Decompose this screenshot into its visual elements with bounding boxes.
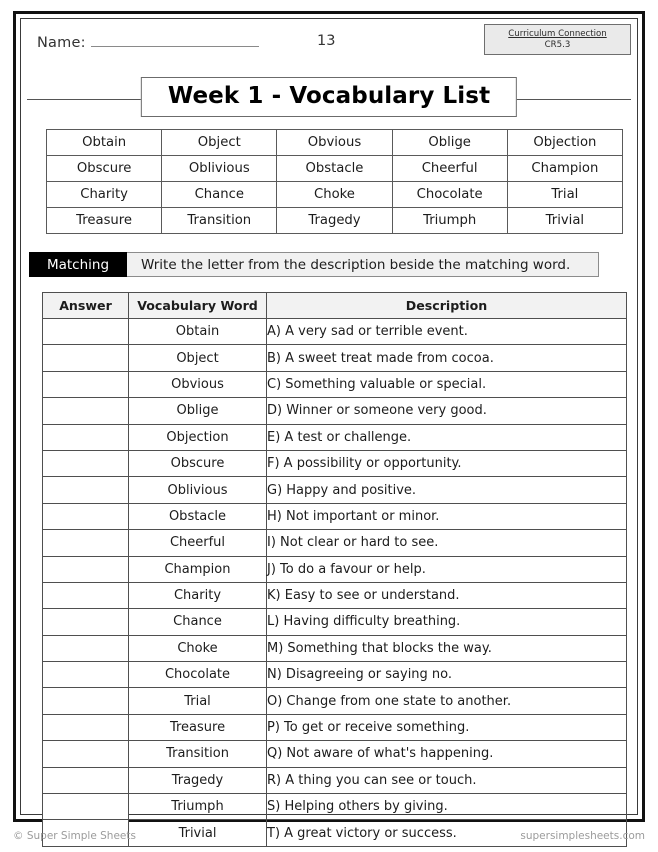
vocabulary-grid-cell: Trivial (507, 208, 622, 234)
vocabulary-word-cell: Oblivious (129, 477, 267, 503)
answer-input-cell[interactable] (43, 450, 129, 476)
description-cell: L) Having difficulty breathing. (267, 609, 627, 635)
vocabulary-word-cell: Trivial (129, 820, 267, 846)
table-row (43, 503, 627, 529)
description-cell: D) Winner or someone very good. (267, 398, 627, 424)
vocabulary-word-cell: Obscure (129, 450, 267, 476)
table-row (43, 319, 627, 345)
vocabulary-grid-row (47, 156, 623, 182)
answer-input-cell[interactable] (43, 345, 129, 371)
vocabulary-grid-cell: Tragedy (277, 208, 392, 234)
description-cell: Q) Not aware of what's happening. (267, 741, 627, 767)
table-row (43, 741, 627, 767)
column-header-vocabulary-word: Vocabulary Word (129, 293, 267, 319)
answer-input-cell[interactable] (43, 371, 129, 397)
vocabulary-grid-cell: Objection (507, 130, 622, 156)
vocabulary-word-cell: Chocolate (129, 662, 267, 688)
description-cell: G) Happy and positive. (267, 477, 627, 503)
vocabulary-grid-cell: Charity (47, 182, 162, 208)
vocabulary-grid-row (47, 182, 623, 208)
answer-input-cell[interactable] (43, 398, 129, 424)
footer-copyright: © Super Simple Sheets (13, 830, 136, 842)
table-row (43, 794, 627, 820)
table-row (43, 635, 627, 661)
description-cell: M) Something that blocks the way. (267, 635, 627, 661)
vocabulary-grid-cell: Choke (277, 182, 392, 208)
table-row (43, 582, 627, 608)
vocabulary-grid-cell: Treasure (47, 208, 162, 234)
vocabulary-grid-cell: Champion (507, 156, 622, 182)
description-cell: K) Easy to see or understand. (267, 582, 627, 608)
vocabulary-word-cell: Choke (129, 635, 267, 661)
table-row (43, 424, 627, 450)
description-cell: I) Not clear or hard to see. (267, 530, 627, 556)
table-row (43, 477, 627, 503)
answer-input-cell[interactable] (43, 582, 129, 608)
answer-input-cell[interactable] (43, 794, 129, 820)
description-cell: E) A test or challenge. (267, 424, 627, 450)
vocabulary-word-cell: Obvious (129, 371, 267, 397)
page-number: 13 (317, 33, 336, 49)
answer-input-cell[interactable] (43, 477, 129, 503)
vocabulary-word-cell: Treasure (129, 714, 267, 740)
vocabulary-word-grid (46, 129, 623, 234)
vocabulary-grid-cell: Cheerful (392, 156, 507, 182)
footer-website: supersimplesheets.com (520, 830, 645, 842)
table-row (43, 371, 627, 397)
table-header-row (43, 293, 627, 319)
description-cell: B) A sweet treat made from cocoa. (267, 345, 627, 371)
vocabulary-word-cell: Chance (129, 609, 267, 635)
matching-section-bar (29, 252, 599, 277)
table-row (43, 345, 627, 371)
vocabulary-grid-cell: Obstacle (277, 156, 392, 182)
vocabulary-word-cell: Transition (129, 741, 267, 767)
worksheet-header (21, 19, 637, 71)
table-row (43, 450, 627, 476)
page-footer (13, 830, 645, 842)
answer-input-cell[interactable] (43, 503, 129, 529)
answer-input-cell[interactable] (43, 662, 129, 688)
description-cell: H) Not important or minor. (267, 503, 627, 529)
description-cell: S) Helping others by giving. (267, 794, 627, 820)
vocabulary-word-cell: Oblige (129, 398, 267, 424)
table-row (43, 688, 627, 714)
vocabulary-word-cell: Tragedy (129, 767, 267, 793)
vocabulary-grid-cell: Oblige (392, 130, 507, 156)
answer-input-cell[interactable] (43, 635, 129, 661)
vocabulary-word-cell: Object (129, 345, 267, 371)
answer-input-cell[interactable] (43, 714, 129, 740)
vocabulary-word-cell: Charity (129, 582, 267, 608)
answer-input-cell[interactable] (43, 609, 129, 635)
vocabulary-grid-cell: Oblivious (162, 156, 277, 182)
answer-input-cell[interactable] (43, 556, 129, 582)
vocabulary-grid-row (47, 130, 623, 156)
matching-table-head (43, 293, 627, 319)
vocabulary-grid-cell: Chocolate (392, 182, 507, 208)
table-row (43, 609, 627, 635)
matching-section-tag: Matching (29, 252, 127, 277)
vocabulary-grid-cell: Trial (507, 182, 622, 208)
table-row (43, 398, 627, 424)
description-cell: F) A possibility or opportunity. (267, 450, 627, 476)
vocabulary-grid-body (47, 130, 623, 234)
vocabulary-word-cell: Obstacle (129, 503, 267, 529)
matching-table (42, 292, 627, 847)
vocabulary-word-cell: Obtain (129, 319, 267, 345)
matching-table-body (43, 319, 627, 847)
page-title: Week 1 - Vocabulary List (141, 77, 517, 117)
answer-input-cell[interactable] (43, 424, 129, 450)
name-label: Name: (37, 35, 86, 51)
column-header-answer: Answer (43, 293, 129, 319)
answer-input-cell[interactable] (43, 767, 129, 793)
answer-input-cell[interactable] (43, 530, 129, 556)
vocabulary-grid-cell: Chance (162, 182, 277, 208)
answer-input-cell[interactable] (43, 688, 129, 714)
vocabulary-grid-cell: Transition (162, 208, 277, 234)
title-band (21, 77, 637, 121)
vocabulary-grid-cell: Triumph (392, 208, 507, 234)
vocabulary-grid-cell: Obvious (277, 130, 392, 156)
answer-input-cell[interactable] (43, 319, 129, 345)
table-row (43, 662, 627, 688)
column-header-description: Description (267, 293, 627, 319)
vocabulary-word-cell: Cheerful (129, 530, 267, 556)
curriculum-connection-title: Curriculum Connection (508, 28, 607, 39)
description-cell: P) To get or receive something. (267, 714, 627, 740)
description-cell: T) A great victory or success. (267, 820, 627, 846)
table-row (43, 714, 627, 740)
table-row (43, 556, 627, 582)
matching-instruction: Write the letter from the description beside the matching word. (127, 252, 599, 277)
description-cell: O) Change from one state to another. (267, 688, 627, 714)
description-cell: C) Something valuable or special. (267, 371, 627, 397)
description-cell: N) Disagreeing or saying no. (267, 662, 627, 688)
curriculum-connection-code: CR5.3 (544, 39, 571, 50)
description-cell: A) A very sad or terrible event. (267, 319, 627, 345)
description-cell: J) To do a favour or help. (267, 556, 627, 582)
vocabulary-grid-cell: Object (162, 130, 277, 156)
vocabulary-word-cell: Objection (129, 424, 267, 450)
table-row (43, 530, 627, 556)
name-field[interactable] (37, 33, 259, 51)
name-input-line[interactable] (91, 33, 259, 47)
vocabulary-word-cell: Champion (129, 556, 267, 582)
table-row (43, 767, 627, 793)
vocabulary-grid-row (47, 208, 623, 234)
vocabulary-grid-cell: Obtain (47, 130, 162, 156)
description-cell: R) A thing you can see or touch. (267, 767, 627, 793)
vocabulary-word-cell: Trial (129, 688, 267, 714)
curriculum-connection-box (484, 24, 631, 55)
vocabulary-word-cell: Triumph (129, 794, 267, 820)
answer-input-cell[interactable] (43, 741, 129, 767)
vocabulary-grid-cell: Obscure (47, 156, 162, 182)
